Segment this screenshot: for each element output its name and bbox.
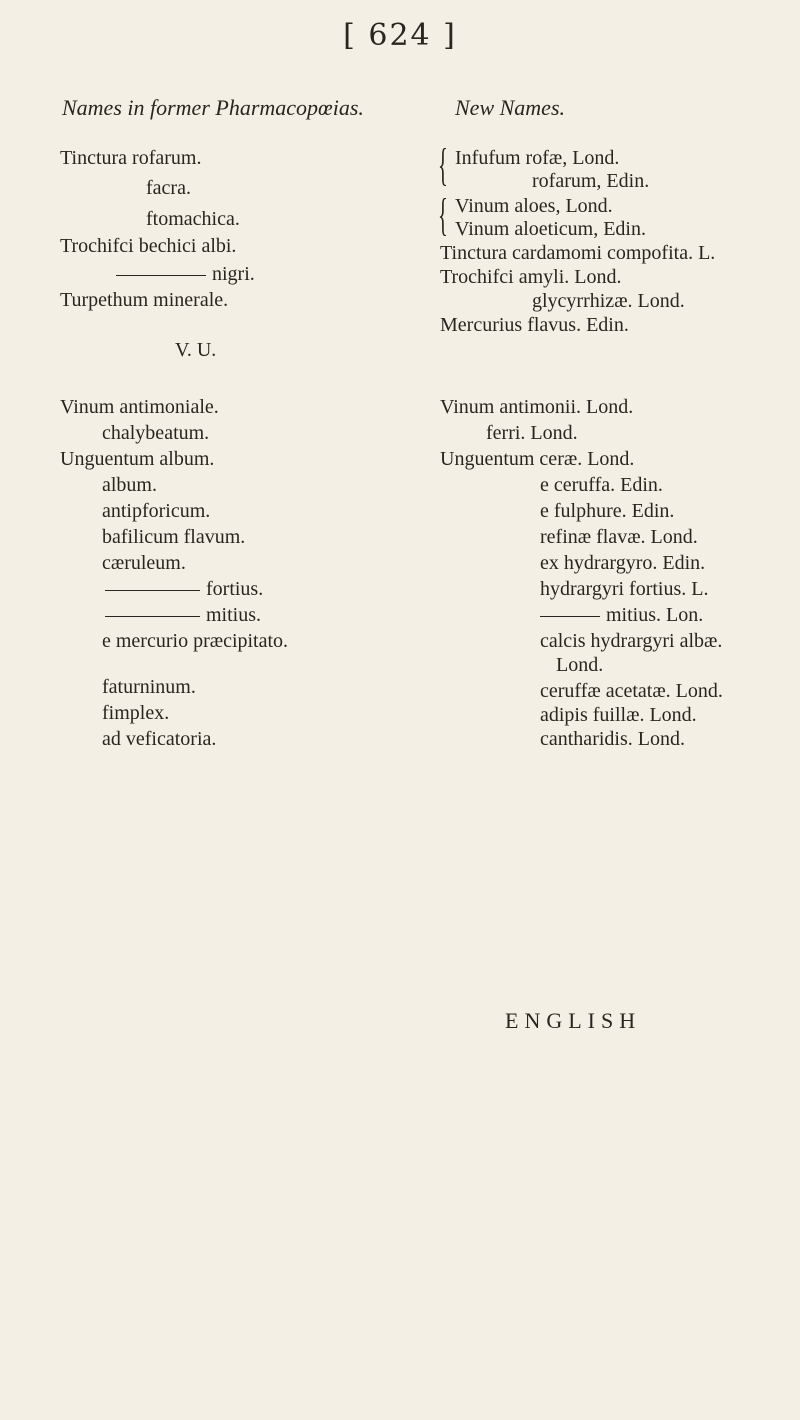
left-entry: cæruleum. <box>102 552 186 574</box>
left-entry: Vinum antimoniale. <box>60 396 219 418</box>
header-former-names: Names in former Pharmacopœias. <box>62 95 364 120</box>
right-entry: e fulphure. Edin. <box>540 500 675 522</box>
right-entry: Unguentum ceræ. Lond. <box>440 448 635 470</box>
left-entry: facra. <box>146 177 191 199</box>
page-number: [ 624 ] <box>343 18 457 53</box>
right-entry: cantharidis. Lond. <box>540 728 685 750</box>
left-entry: album. <box>102 474 157 496</box>
left-entry-dashed <box>105 579 263 599</box>
brace-icon: { <box>438 189 448 240</box>
right-entry: Infufum rofæ, Lond. <box>455 147 620 169</box>
right-entry-text: mitius. Lon. <box>606 604 704 626</box>
left-entry: faturninum. <box>102 676 196 698</box>
right-entry: ceruffæ acetatæ. Lond. <box>540 680 723 702</box>
catchword: ENGLISH <box>505 1008 642 1033</box>
left-entry: ftomachica. <box>146 208 240 230</box>
left-entry: bafilicum flavum. <box>102 526 246 548</box>
right-entry: hydrargyri fortius. L. <box>540 578 709 600</box>
left-entry-text: mitius. <box>206 604 262 626</box>
right-entry: adipis fuillæ. Lond. <box>540 704 697 726</box>
right-entry: Lond. <box>556 654 604 676</box>
right-entry: Tinctura cardamomi compofita. L. <box>440 242 716 264</box>
left-entry: fimplex. <box>102 702 170 724</box>
header-new-names: New Names. <box>455 95 565 120</box>
right-entry: Vinum aloes, Lond. <box>455 195 613 217</box>
left-entry: Tinctura rofarum. <box>60 147 202 169</box>
left-entry: Trochifci bechici albi. <box>60 235 237 257</box>
section-title: V. U. <box>175 339 217 361</box>
right-entry: calcis hydrargyri albæ. <box>540 630 723 652</box>
left-entry-dashed <box>116 264 255 284</box>
right-entry: e ceruffa. Edin. <box>540 474 663 496</box>
left-entry-text: fortius. <box>206 578 264 600</box>
left-entry: Unguentum album. <box>60 448 215 470</box>
right-entry: rofarum, Edin. <box>532 170 650 192</box>
right-entry: Mercurius flavus. Edin. <box>440 314 629 336</box>
right-entry: refinæ flavæ. Lond. <box>540 526 698 548</box>
left-entry: e mercurio præcipitato. <box>102 630 289 652</box>
left-entry-text: nigri. <box>212 263 255 285</box>
left-entry: antipforicum. <box>102 500 211 522</box>
brace-icon: { <box>438 139 448 190</box>
right-entry-dashed <box>540 605 703 625</box>
right-entry: Vinum antimonii. Lond. <box>440 396 634 418</box>
left-entry: Turpethum minerale. <box>60 289 229 311</box>
left-entry-dashed <box>105 605 261 625</box>
right-entry: ferri. Lond. <box>486 422 578 444</box>
right-entry: Vinum aloeticum, Edin. <box>455 218 646 240</box>
right-entry: glycyrrhizæ. Lond. <box>532 290 685 312</box>
left-entry: chalybeatum. <box>102 422 210 444</box>
right-entry: Trochifci amyli. Lond. <box>440 266 622 288</box>
left-entry: ad veficatoria. <box>102 728 217 750</box>
right-entry: ex hydrargyro. Edin. <box>540 552 706 574</box>
